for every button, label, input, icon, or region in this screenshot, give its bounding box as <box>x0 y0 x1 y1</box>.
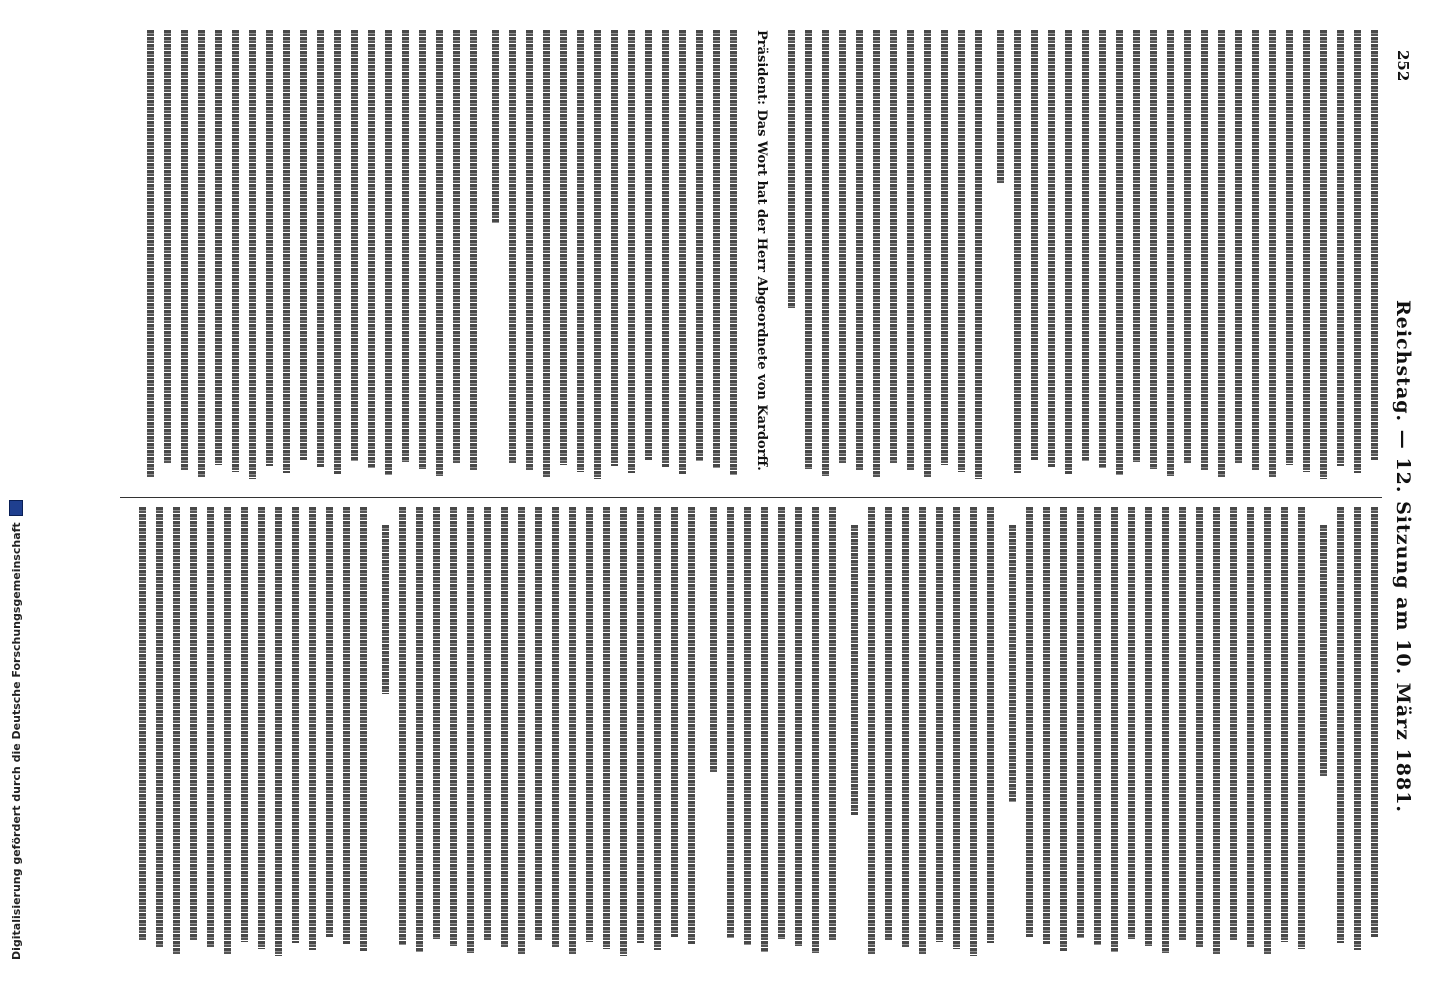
text-line <box>885 507 892 941</box>
text-line <box>560 30 567 465</box>
text-line <box>266 30 273 466</box>
text-line <box>382 525 389 694</box>
text-line <box>326 507 333 937</box>
text-line <box>543 30 550 478</box>
text-line <box>662 30 669 467</box>
text-line <box>450 507 457 946</box>
text-line <box>1133 30 1140 462</box>
text-line <box>1320 525 1327 776</box>
text-line <box>795 507 802 946</box>
text-line <box>710 507 717 773</box>
text-line <box>275 507 282 956</box>
text-line <box>492 30 499 223</box>
text-line <box>1213 507 1220 954</box>
text-line <box>436 30 443 476</box>
text-line <box>654 507 661 950</box>
text-line <box>1354 507 1361 950</box>
text-line <box>1150 30 1157 469</box>
text-line <box>1320 30 1327 479</box>
text-line <box>628 30 635 473</box>
text-line <box>1111 507 1118 952</box>
text-line <box>501 507 508 947</box>
column-divider <box>120 497 1382 498</box>
text-line <box>1094 507 1101 945</box>
text-line <box>509 30 516 464</box>
text-line <box>402 30 409 462</box>
text-line <box>1247 507 1254 948</box>
text-line <box>1264 507 1271 955</box>
text-line <box>1218 30 1225 477</box>
text-line <box>594 30 601 479</box>
text-line <box>637 507 644 943</box>
text-line <box>292 507 299 943</box>
text-line <box>232 30 239 472</box>
text-line <box>241 507 248 942</box>
text-line <box>309 507 316 950</box>
text-line <box>1065 30 1072 474</box>
text-line <box>164 30 171 464</box>
text-line <box>343 507 350 944</box>
text-line <box>620 507 627 956</box>
digitization-note: Digitalisierung gefördert durch die Deutsche Forschungsgemeinschaft <box>9 522 23 960</box>
text-line <box>1060 507 1067 951</box>
text-line <box>856 30 863 470</box>
text-line <box>696 30 703 461</box>
text-line <box>1145 507 1152 946</box>
text-line <box>1196 507 1203 947</box>
text-line <box>679 30 686 474</box>
text-line <box>518 507 525 954</box>
text-line <box>958 30 965 472</box>
text-line <box>1269 30 1276 478</box>
text-line <box>147 30 154 477</box>
text-line <box>207 507 214 948</box>
running-header: Reichstag. — 12. Sitzung am 10. März 1881. <box>1392 300 1414 814</box>
text-line <box>1026 507 1033 937</box>
text-line <box>839 30 846 463</box>
left-text-column <box>128 30 1378 485</box>
text-line <box>1031 30 1038 460</box>
text-line <box>1048 30 1055 467</box>
text-line <box>1354 30 1361 473</box>
text-line <box>907 30 914 471</box>
text-line <box>688 507 695 944</box>
text-line <box>1167 30 1174 476</box>
text-line <box>526 30 533 471</box>
text-line <box>419 30 426 469</box>
text-line <box>611 30 618 466</box>
text-line <box>1337 507 1344 943</box>
text-line <box>433 507 440 939</box>
speaker-line: Präsident: Das Wort hat der Herr Abgeordnete von Kardorff. <box>754 30 769 471</box>
text-line <box>368 30 375 468</box>
rotated-sheet <box>118 0 1418 1000</box>
text-line <box>1298 507 1305 949</box>
text-line <box>173 507 180 954</box>
text-line <box>300 30 307 460</box>
text-line <box>552 507 559 948</box>
text-line <box>919 507 926 955</box>
text-line <box>1281 507 1288 942</box>
right-text-column <box>128 507 1378 962</box>
text-line <box>987 507 994 943</box>
text-line <box>385 30 392 475</box>
text-line <box>645 30 652 460</box>
text-line <box>975 30 982 479</box>
text-line <box>1286 30 1293 465</box>
text-line <box>1184 30 1191 463</box>
text-line <box>1082 30 1089 461</box>
text-line <box>761 507 768 952</box>
text-line <box>1230 507 1237 941</box>
text-line <box>586 507 593 942</box>
text-line <box>360 507 367 951</box>
text-line <box>873 30 880 477</box>
text-line <box>851 525 858 815</box>
text-line <box>399 507 406 945</box>
text-line <box>805 30 812 469</box>
text-line <box>1162 507 1169 953</box>
digitization-footer <box>6 0 26 1000</box>
text-line <box>258 507 265 949</box>
text-line <box>249 30 256 479</box>
text-line <box>902 507 909 948</box>
text-line <box>1116 30 1123 475</box>
text-line <box>470 30 477 470</box>
text-line <box>822 30 829 476</box>
text-line <box>351 30 358 461</box>
text-line <box>317 30 324 467</box>
text-line <box>1371 30 1378 460</box>
text-line <box>671 507 678 937</box>
page-number: 252 <box>1394 50 1412 82</box>
text-line <box>181 30 188 471</box>
text-line <box>1303 30 1310 472</box>
text-line <box>577 30 584 472</box>
text-line <box>453 30 460 463</box>
text-line <box>730 30 737 475</box>
text-line <box>1014 30 1021 473</box>
text-line <box>970 507 977 956</box>
text-line <box>1201 30 1208 470</box>
text-line <box>1371 507 1378 937</box>
text-line <box>569 507 576 955</box>
text-line <box>224 507 231 955</box>
text-line <box>1252 30 1259 471</box>
text-line <box>936 507 943 942</box>
text-line <box>812 507 819 953</box>
text-line <box>603 507 610 949</box>
text-line <box>868 507 875 954</box>
text-line <box>778 507 785 939</box>
text-line <box>198 30 205 478</box>
text-line <box>1235 30 1242 464</box>
text-line <box>416 507 423 952</box>
text-line <box>1128 507 1135 939</box>
text-line <box>890 30 897 464</box>
text-line <box>1077 507 1084 938</box>
text-line <box>744 507 751 945</box>
text-line <box>283 30 290 473</box>
text-line <box>727 507 734 938</box>
text-line <box>953 507 960 949</box>
text-line <box>190 507 197 941</box>
text-line <box>1337 30 1344 466</box>
text-line <box>829 507 836 940</box>
text-line <box>139 507 146 940</box>
text-line <box>941 30 948 465</box>
text-line <box>467 507 474 953</box>
text-line <box>215 30 222 465</box>
text-line <box>484 507 491 940</box>
text-line <box>788 30 795 308</box>
text-line <box>535 507 542 941</box>
dfg-logo-icon <box>9 500 23 516</box>
text-line <box>1179 507 1186 940</box>
text-line <box>1043 507 1050 944</box>
text-line <box>1009 525 1016 802</box>
text-line <box>1099 30 1106 468</box>
text-line <box>713 30 720 468</box>
text-line <box>334 30 341 474</box>
text-line <box>156 507 163 947</box>
text-line <box>997 30 1004 184</box>
text-line <box>924 30 931 478</box>
